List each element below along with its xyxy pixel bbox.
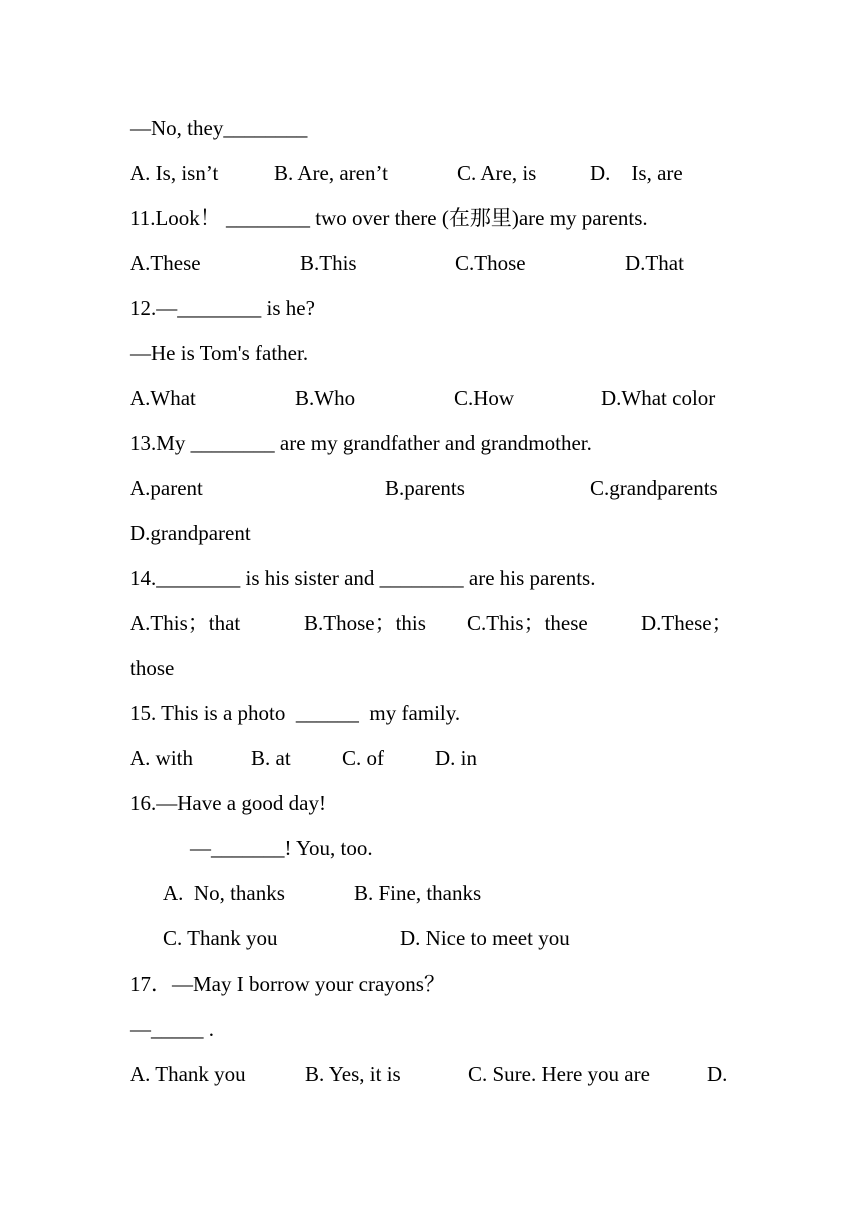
option-b: B. Are, aren’t	[274, 161, 388, 185]
option-c: C.Those	[455, 251, 526, 275]
option-d: D.What color	[601, 386, 716, 410]
question-text: 11.Look！ ________ two over there (在那里)are my parents.	[130, 206, 648, 230]
option-a: A.This；that	[130, 611, 241, 635]
option-c: C.How	[454, 386, 515, 410]
question-15	[0, 701, 461, 749]
question-text: 17．—May I borrow your crayons？	[130, 972, 445, 996]
option-a: A. Thank you	[130, 1062, 246, 1086]
option-d: D.	[707, 1062, 728, 1086]
option-b: B.Who	[295, 386, 356, 410]
question-14	[0, 566, 596, 614]
question-13	[0, 431, 592, 479]
option-a: A. No, thanks	[163, 881, 285, 905]
option-d: D.These；	[641, 611, 733, 635]
answer-text: —He is Tom's father.	[130, 341, 309, 365]
option-a: A.These	[130, 251, 201, 275]
option-b: B.parents	[385, 476, 465, 500]
answer-text: —No, they________	[130, 116, 308, 140]
answer-line	[0, 1017, 214, 1065]
option-a: A.parent	[130, 476, 203, 500]
option-d-continued: those	[130, 656, 175, 680]
answer-text: —_______! You, too.	[190, 836, 373, 860]
option-d: D.grandparent	[130, 521, 251, 545]
option-c: C. Thank you	[163, 926, 278, 950]
options-row	[0, 1062, 728, 1182]
option-d: D.That	[625, 251, 684, 275]
option-a: A. with	[130, 746, 193, 770]
option-b: B. Yes, it is	[305, 1062, 401, 1086]
question-12	[0, 296, 315, 344]
option-b: B. at	[251, 746, 291, 770]
question-11	[0, 206, 648, 254]
question-text: 14.________ is his sister and ________ are his parents.	[130, 566, 596, 590]
option-c: C.grandparents	[590, 476, 718, 500]
option-b: B. Fine, thanks	[354, 881, 482, 905]
option-c: C. Are, is	[457, 161, 537, 185]
answer-line	[0, 836, 373, 884]
option-d: D. Nice to meet you	[400, 926, 570, 950]
question-16	[0, 791, 326, 839]
answer-line	[0, 341, 309, 389]
question-text: 15. This is a photo ______ my family.	[130, 701, 461, 725]
answer-line	[0, 116, 308, 164]
options-row	[0, 656, 175, 704]
option-a: A.What	[130, 386, 196, 410]
answer-text: —_____ .	[130, 1017, 214, 1041]
option-a: A. Is, isn’t	[130, 161, 219, 185]
question-text: 12.—________ is he?	[130, 296, 315, 320]
option-d: D. in	[435, 746, 477, 770]
option-d: D. Is, are	[590, 161, 683, 185]
option-c: C. Sure. Here you are	[468, 1062, 650, 1086]
options-row	[0, 521, 251, 569]
option-b: B.This	[300, 251, 357, 275]
option-c: C.This；these	[467, 611, 588, 635]
question-17	[0, 972, 445, 1020]
option-b: B.Those；this	[304, 611, 426, 635]
option-c: C. of	[342, 746, 384, 770]
question-text: 16.—Have a good day!	[130, 791, 326, 815]
question-text: 13.My ________ are my grandfather and grandmother.	[130, 431, 592, 455]
